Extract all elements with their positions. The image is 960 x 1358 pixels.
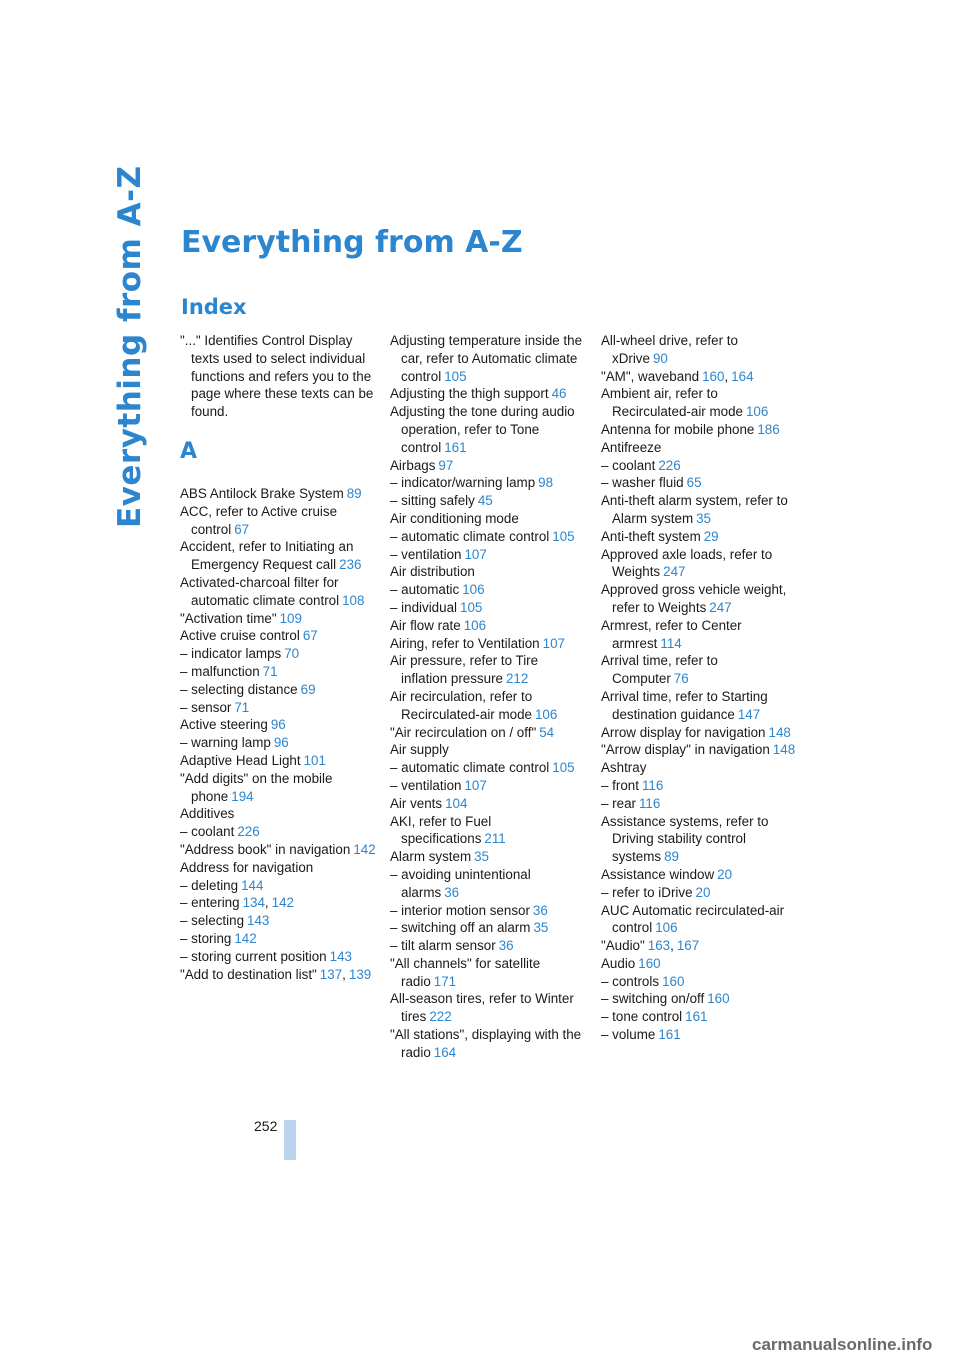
index-entry	[180, 770, 376, 806]
page-ref-link[interactable]: 106	[462, 582, 485, 598]
index-entry-text: Ashtray	[601, 760, 647, 776]
page-ref-link[interactable]: 105	[444, 368, 467, 384]
index-entry-text: – individual	[390, 599, 457, 615]
page-ref-link[interactable]: 107	[542, 635, 565, 651]
index-entry	[601, 652, 797, 688]
index-entry	[601, 492, 797, 528]
index-entry-text: – switching on/off	[601, 991, 705, 1007]
index-entry	[390, 474, 586, 492]
index-entry-text: Arrival time, refer to Computer	[601, 653, 718, 687]
page-ref-link[interactable]: 114	[660, 635, 682, 651]
page-ref-link[interactable]: 194	[231, 788, 254, 804]
page-ref-link[interactable]: 67	[234, 521, 250, 537]
index-entry	[180, 912, 376, 930]
page-ref-link[interactable]: 161	[685, 1009, 708, 1025]
index-entry-text: – selecting distance	[180, 681, 298, 697]
index-entry	[390, 777, 586, 795]
index-entry	[180, 734, 376, 752]
index-entry	[390, 813, 586, 849]
index-entry	[390, 617, 586, 635]
page-ref-link[interactable]: 36	[532, 902, 548, 918]
page-ref-link[interactable]: 236	[339, 557, 362, 573]
index-column-2	[390, 332, 586, 1062]
page-ref-link[interactable]: 148	[768, 724, 791, 740]
index-entry	[390, 528, 586, 546]
page-ref-link[interactable]: 247	[663, 564, 686, 580]
index-entry-text: – indicator lamps	[180, 646, 282, 662]
index-entry	[601, 546, 797, 582]
index-entry-text: – warning lamp	[180, 735, 271, 751]
index-entry-text: Air recirculation, refer to Recirculated-air mode	[390, 688, 533, 722]
index-entry-text: "Audio"	[601, 938, 645, 954]
page-ref-link[interactable]: 143	[247, 913, 270, 929]
index-entry	[390, 385, 586, 403]
page-ref-link[interactable]: 108	[342, 592, 365, 608]
index-entry	[390, 457, 586, 475]
page-ref-link[interactable]: 160	[662, 973, 685, 989]
index-entry	[180, 538, 376, 574]
index-entry-text: – coolant	[601, 457, 656, 473]
page-ref-link[interactable]: 70	[284, 646, 300, 662]
page-ref-link[interactable]: 90	[652, 350, 668, 366]
page-ref-link[interactable]: 96	[273, 735, 289, 751]
page-ref-link[interactable]: 106	[534, 706, 558, 722]
page-ref-link[interactable]: 105	[460, 599, 483, 615]
index-entry-text: Adaptive Head Light	[180, 752, 301, 768]
page-ref-link[interactable]: 139	[348, 966, 372, 982]
index-entry	[390, 332, 586, 385]
page-ref-separator: ,	[670, 938, 674, 954]
page-ref-link[interactable]: 161	[658, 1027, 681, 1043]
index-entry-text: ACC, refer to Active cruise control	[180, 503, 338, 537]
index-entry-text: – washer fluid	[601, 475, 684, 491]
page-ref-link[interactable]: 186	[757, 421, 780, 437]
index-column-3	[601, 332, 797, 1044]
index-entry-text: – front	[601, 777, 639, 793]
index-entry-text: Arrival time, refer to Starting destination guidance	[601, 688, 768, 722]
index-entry	[390, 688, 586, 724]
index-entry-text: – sensor	[180, 699, 232, 715]
index-entry-text: Air distribution	[390, 564, 475, 580]
index-entry-text: Antifreeze	[601, 439, 662, 455]
index-entry	[601, 866, 797, 884]
index-entry	[180, 610, 376, 628]
page-title: Everything from A-Z	[181, 225, 523, 260]
index-entry-text: "AM", waveband	[601, 368, 700, 384]
index-entry-text: Anti-theft alarm system, refer to Alarm system	[601, 493, 788, 526]
index-entry	[180, 716, 376, 734]
index-entry-text: Assistance window	[601, 866, 715, 882]
index-entry	[390, 741, 586, 759]
index-entry	[601, 421, 797, 439]
index-entry-text: – indicator/warning lamp	[390, 475, 536, 491]
page-ref-link[interactable]: 20	[717, 866, 733, 882]
index-entry	[601, 902, 797, 938]
index-entry	[601, 332, 797, 368]
index-entry-text: "Add digits" on the mobile phone	[180, 770, 333, 804]
page-ref-link[interactable]: 142	[234, 930, 257, 946]
page-ref-link[interactable]: 212	[505, 671, 529, 687]
index-entry-text: – rear	[601, 795, 636, 811]
index-entry	[601, 741, 797, 759]
index-entry	[601, 528, 797, 546]
index-entry-text: Approved gross vehicle weight, refer to Weights	[601, 582, 787, 615]
page-ref-link[interactable]: 54	[539, 724, 555, 740]
page-ref-separator: ,	[264, 895, 269, 911]
index-entry-text: AUC Automatic recirculated-air control	[601, 902, 785, 936]
index-entry	[180, 948, 376, 966]
page-ref-link[interactable]: 160	[702, 368, 725, 384]
page-ref-link[interactable]: 106	[655, 920, 678, 936]
index-entry	[390, 1026, 586, 1062]
page-ref-link[interactable]: 143	[329, 948, 352, 964]
index-entry	[601, 937, 797, 955]
index-intro-note	[180, 332, 376, 421]
index-entry-text: "Arrow display" in navigation	[601, 742, 770, 758]
index-entry	[390, 510, 586, 528]
index-entry	[390, 902, 586, 920]
index-entry-text: Assistance systems, refer to Driving stability control systems	[601, 813, 769, 865]
page-ref-link[interactable]: 36	[498, 938, 514, 954]
index-entry-text: "..." Identifies Control Display texts used to select individual functions and refers you to the page where these texts can be found.	[180, 333, 374, 420]
page-ref-link[interactable]: 226	[658, 457, 681, 473]
index-entry-text: – storing	[180, 930, 232, 946]
index-entry-text: – automatic	[390, 582, 460, 598]
index-entry	[390, 581, 586, 599]
page-ref-link[interactable]: 161	[444, 439, 467, 455]
page-ref-link[interactable]: 36	[444, 884, 460, 900]
index-entry-text: Adjusting the tone during audio operation, refer to Tone control	[390, 404, 575, 455]
index-entry	[180, 894, 376, 912]
index-entry-text: – tone control	[601, 1009, 683, 1025]
section-title: Index	[181, 295, 247, 319]
index-entry	[601, 795, 797, 813]
index-entry	[180, 877, 376, 895]
index-entry	[390, 403, 586, 456]
index-entry-text: – volume	[601, 1027, 656, 1043]
page-ref-link[interactable]: 46	[551, 386, 567, 402]
index-entry-text: Adjusting temperature inside the car, refer to Automatic climate control	[390, 333, 583, 384]
index-entry-text: – avoiding unintentional alarms	[390, 866, 531, 900]
index-entry-text: – automatic climate control	[390, 760, 550, 776]
index-entry-text: Approved axle loads, refer to Weights	[601, 546, 773, 580]
index-entry	[180, 627, 376, 645]
page-ref-link[interactable]: 171	[433, 973, 457, 989]
page-ref-link[interactable]: 134	[242, 895, 265, 911]
page-ref-link[interactable]: 69	[300, 681, 316, 697]
page-ref-link[interactable]: 167	[676, 938, 700, 954]
page-ref-link[interactable]: 35	[696, 510, 712, 526]
index-entry	[390, 937, 586, 955]
index-entry	[390, 759, 586, 777]
index-entry-text: Arrow display for navigation	[601, 724, 766, 740]
index-entry-text: Activated-charcoal filter for automatic climate control	[180, 574, 340, 608]
page-ref-link[interactable]: 142	[353, 841, 376, 857]
index-entry	[390, 919, 586, 937]
page-ref-link[interactable]: 71	[262, 663, 278, 679]
index-entry	[601, 724, 797, 742]
page-ref-link[interactable]: 160	[638, 955, 661, 971]
page-ref-link[interactable]: 147	[737, 706, 761, 722]
index-entry	[390, 599, 586, 617]
index-entry-text: "All channels" for satellite radio	[390, 955, 541, 989]
page-number-bar	[284, 1120, 296, 1160]
index-entry-text: Additives	[180, 806, 235, 822]
page-ref-link[interactable]: 160	[707, 991, 730, 1007]
index-entry	[601, 777, 797, 795]
index-entry-text: – storing current position	[180, 948, 327, 964]
index-entry	[180, 841, 376, 859]
index-entry-text: "Add to destination list"	[180, 966, 317, 982]
index-letter-heading: A	[180, 438, 198, 464]
index-entry	[601, 439, 797, 457]
page-ref-link[interactable]: 109	[279, 610, 302, 626]
index-entry-text: Airbags	[390, 457, 436, 473]
page-ref-link[interactable]: 144	[241, 877, 264, 893]
page-ref-link[interactable]: 35	[533, 920, 549, 936]
page-ref-link[interactable]: 71	[234, 699, 250, 715]
page-ref-link[interactable]: 142	[271, 895, 294, 911]
index-entry	[180, 574, 376, 610]
index-entry	[601, 688, 797, 724]
index-entry-text: – switching off an alarm	[390, 920, 531, 936]
index-entry	[180, 645, 376, 663]
index-entry-text: – ventilation	[390, 777, 462, 793]
page-ref-link[interactable]: 96	[270, 717, 286, 733]
index-entry-text: "Activation time"	[180, 610, 277, 626]
index-entry-text: – sitting safely	[390, 493, 475, 509]
page-ref-link[interactable]: 20	[695, 884, 711, 900]
index-entry-text: Active steering	[180, 717, 268, 733]
index-entry-text: – automatic climate control	[390, 528, 550, 544]
page-ref-link[interactable]: 29	[703, 528, 719, 544]
index-entry	[180, 805, 376, 823]
index-entry	[180, 966, 376, 984]
index-entry-text: – controls	[601, 973, 660, 989]
index-entry	[180, 485, 376, 503]
index-entry-text: Ambient air, refer to Recirculated-air mode	[601, 386, 743, 420]
page-ref-link[interactable]: 148	[772, 742, 796, 758]
page-ref-link[interactable]: 137	[319, 966, 343, 982]
page-ref-link[interactable]: 97	[438, 457, 454, 473]
index-entry	[601, 884, 797, 902]
index-entry	[601, 1026, 797, 1044]
index-entry	[180, 823, 376, 841]
page-ref-link[interactable]: 35	[474, 849, 490, 865]
page-ref-link[interactable]: 107	[464, 777, 487, 793]
index-entry	[180, 699, 376, 717]
index-entry	[180, 752, 376, 770]
index-entry-text: Address for navigation	[180, 859, 314, 875]
index-entry	[390, 635, 586, 653]
index-column-1	[180, 332, 376, 983]
side-chapter-title: Everything from A-Z	[112, 165, 148, 528]
index-entry	[180, 859, 376, 877]
index-entry	[390, 652, 586, 688]
index-entry	[390, 955, 586, 991]
index-entry	[390, 866, 586, 902]
index-entry	[601, 368, 797, 386]
index-entry-text: "Air recirculation on / off"	[390, 724, 537, 740]
index-entry	[601, 617, 797, 653]
index-entry	[601, 973, 797, 991]
index-entry-text: Anti-theft system	[601, 528, 701, 544]
page-number: 252	[254, 1118, 278, 1134]
page-ref-separator: ,	[342, 966, 346, 982]
page-ref-link[interactable]: 105	[552, 760, 575, 776]
index-entry-text: "All stations", displaying with the radio	[390, 1027, 582, 1060]
index-entry-text: – entering	[180, 895, 240, 911]
page-ref-link[interactable]: 105	[552, 528, 575, 544]
page-ref-link[interactable]: 164	[731, 368, 754, 384]
index-entry-text: Accident, refer to Initiating an Emergency Request call	[180, 539, 354, 573]
index-entry	[180, 930, 376, 948]
index-entry-text: All-season tires, refer to Winter tires	[390, 991, 574, 1025]
index-entry-text: Air conditioning mode	[390, 510, 519, 526]
index-entry	[180, 503, 376, 539]
index-entry	[390, 848, 586, 866]
index-entry-text: Adjusting the thigh support	[390, 386, 549, 402]
index-entry	[180, 681, 376, 699]
page-ref-link[interactable]: 116	[638, 795, 661, 811]
index-entry-text: – refer to iDrive	[601, 884, 693, 900]
index-entry	[601, 1008, 797, 1026]
index-entry-text: Air pressure, refer to Tire inflation pressure	[390, 653, 539, 687]
index-entry	[180, 663, 376, 681]
page-ref-link[interactable]: 45	[477, 493, 493, 509]
page-ref-link[interactable]: 211	[484, 831, 506, 847]
index-entry	[601, 813, 797, 866]
index-entry	[601, 759, 797, 777]
index-entry	[601, 474, 797, 492]
page-ref-link[interactable]: 101	[303, 752, 326, 768]
index-entry	[601, 385, 797, 421]
index-entry-text: – coolant	[180, 824, 235, 840]
index-entry	[390, 492, 586, 510]
index-entry	[601, 457, 797, 475]
index-entry-text: – ventilation	[390, 546, 462, 562]
index-entry-text: Air flow rate	[390, 617, 461, 633]
page-ref-link[interactable]: 164	[433, 1044, 457, 1060]
index-entry	[601, 581, 797, 617]
page-ref-link[interactable]: 67	[302, 628, 318, 644]
index-entry-text: Audio	[601, 955, 636, 971]
page-ref-link[interactable]: 116	[641, 777, 664, 793]
index-entry-text: Armrest, refer to Center armrest	[601, 617, 742, 651]
index-entry	[390, 724, 586, 742]
index-entry-text: – malfunction	[180, 663, 260, 679]
page-ref-link[interactable]: 104	[445, 795, 468, 811]
index-entry-text: All-wheel drive, refer to xDrive	[601, 333, 738, 366]
page-ref-link[interactable]: 89	[664, 849, 680, 865]
index-entry	[390, 795, 586, 813]
page-ref-link[interactable]: 89	[346, 485, 362, 501]
index-entry	[390, 546, 586, 564]
index-entry-text: AKI, refer to Fuel specifications	[390, 813, 492, 847]
page-ref-link[interactable]: 226	[237, 824, 260, 840]
page-ref-link[interactable]: 247	[709, 599, 732, 615]
index-entry-text: – interior motion sensor	[390, 902, 530, 918]
page-ref-separator: ,	[724, 368, 729, 384]
index-entry-text: – selecting	[180, 913, 245, 929]
index-entry-text: Active cruise control	[180, 628, 300, 644]
index-entry	[390, 990, 586, 1026]
page-ref-link[interactable]: 106	[463, 617, 487, 633]
index-entry-text: – tilt alarm sensor	[390, 938, 496, 954]
index-entry	[601, 955, 797, 973]
index-entry-text: ABS Antilock Brake System	[180, 485, 344, 501]
index-entry-text: Antenna for mobile phone	[601, 421, 755, 437]
index-entry-text: Air vents	[390, 795, 443, 811]
page-ref-link[interactable]: 106	[745, 404, 769, 420]
page-ref-link[interactable]: 65	[686, 475, 702, 491]
page-ref-link[interactable]: 76	[673, 671, 689, 687]
index-entry-text: Airing, refer to Ventilation	[390, 635, 540, 651]
index-entry-text: Alarm system	[390, 849, 472, 865]
index-entry	[601, 990, 797, 1008]
index-entry-text: – deleting	[180, 877, 239, 893]
index-entry-text: Air supply	[390, 742, 449, 758]
footer-watermark-logo: carmanualsonline.info	[752, 1335, 933, 1354]
page-ref-link[interactable]: 107	[464, 546, 487, 562]
page-ref-link[interactable]: 163	[647, 938, 671, 954]
page-ref-link[interactable]: 98	[538, 475, 554, 491]
index-entry-text: "Address book" in navigation	[180, 841, 351, 857]
index-entry	[390, 563, 586, 581]
page-ref-link[interactable]: 222	[429, 1009, 452, 1025]
